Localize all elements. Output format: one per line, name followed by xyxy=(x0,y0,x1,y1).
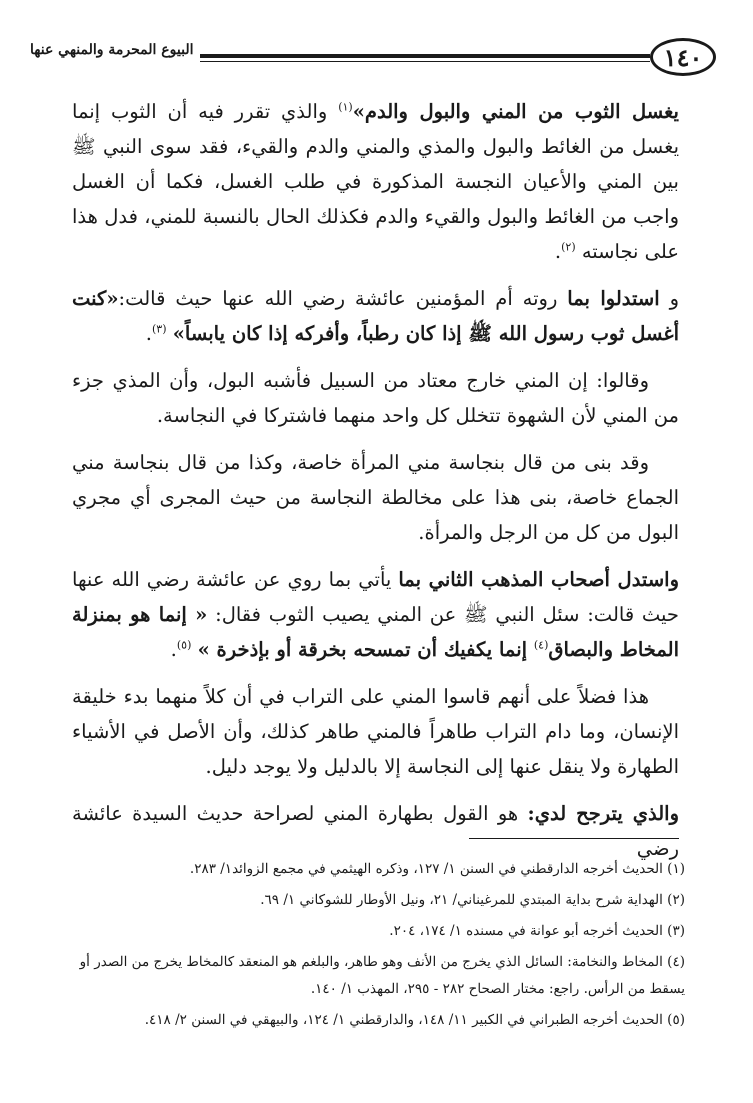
header-rule xyxy=(200,54,650,62)
footnotes xyxy=(60,856,685,1038)
text-run: هذا فضلاً على أنهم قاسوا المني على التراب في أن كلاً منهما بدء خليقة الإنسان، وما دام التراب طاهراً فالمني طاهر كذلك، وأن الأصل في الأشياء الطهارة ولا ينقل عنها إلى النجاسة إلا بالدليل ولا يوجد دليل. xyxy=(72,685,679,778)
text-run: هو القول بطهارة المني لصراحة حديث السيدة عائشة رضي xyxy=(72,802,679,860)
bold-text: واستدل أصحاب المذهب الثاني بما xyxy=(398,568,679,591)
text-run: يأتي بما روي عن عائشة رضي الله عنها حيث قالت: سئل النبي ﷺ عن المني يصيب الثوب فقال: xyxy=(72,568,679,626)
bold-text: « إنما هو بمنزلة المخاط والبصاق xyxy=(72,603,679,661)
page-number: ١٤٠ xyxy=(650,38,716,76)
paragraph xyxy=(72,445,679,550)
footnote: (٢) الهداية شرح بداية المبتدي للمرغيناني/ ٢١، ونيل الأوطار للشوكاني ١/ ٦٩. xyxy=(260,892,685,908)
paragraph xyxy=(72,363,679,433)
paragraph xyxy=(72,679,679,784)
text-run: . xyxy=(145,322,152,345)
text-run: والذي تقرر فيه أن الثوب إنما يغسل من الغائط والبول والمذي والمني والدم والقيء، فقد سوى النبي ﷺ بين المني والأعيان النجسة المذكورة في طلب الغسل، فكما أن الغسل واجب من الغائط والبول والقيء والدم فكذلك الحال بالنسبة للمني، فدل هذا على نجاسته xyxy=(72,100,679,263)
paragraph xyxy=(72,562,679,667)
running-title: البيوع المحرمة والمنهي عنها xyxy=(30,42,194,58)
bold-text: يغسل الثوب من المني والبول والدم» xyxy=(352,100,679,123)
footnote: (١) الحديث أخرجه الدارقطني في السنن ١/ ١٢٧، وذكره الهيثمي في مجمع الزوائد١/ ٢٨٣. xyxy=(189,861,685,877)
footnote: (٥) الحديث أخرجه الطبراني في الكبير ١١/ ١٤٨، والدارقطني ١/ ١٢٤، والبيهقي في السنن ٢/ ٤١٨. xyxy=(144,1012,685,1028)
text-run: و xyxy=(659,287,679,310)
text-run: وقالوا: إن المني خارج معتاد من السبيل فأشبه البول، وأن المذي جزء من المني لأن الشهوة تتخلل كل واحد منهما فاشتركا في النجاسة. xyxy=(72,369,679,427)
footnote-ref: (٤) xyxy=(533,638,549,652)
paragraph xyxy=(72,94,679,269)
text-run: . xyxy=(170,638,177,661)
footnote-ref: (٢) xyxy=(561,240,576,254)
footnote-separator xyxy=(469,838,679,839)
footnote: (٣) الحديث أخرجه أبو عوانة في مسنده ١/ ١٧٤، ٢٠٤. xyxy=(389,923,685,939)
footnote-ref: (١) xyxy=(338,100,353,114)
bold-text: «كنت أغسل ثوب رسول الله ﷺ إذا كان رطباً، وأفركه إذا كان يابساً» xyxy=(72,287,679,345)
page-header xyxy=(30,38,716,84)
bold-text: والذي يترجح لدي: xyxy=(527,802,680,825)
footnote-ref: (٥) xyxy=(176,638,192,652)
text-run: روته أم المؤمنين عائشة رضي الله عنها حيث قالت: xyxy=(118,287,568,310)
bold-text: إنما يكفيك أن تمسحه بخرقة أو بإذخرة » xyxy=(197,638,534,661)
footnote: (٤) المخاط والنخامة: السائل الذي يخرج من الأنف وهو طاهر، والبلغم هو المنعقد كالمخاط يخرج من الصدر أو يسقط من الرأس. راجع: مختار الصحاح ٢٨٢ - ٢٩٥، المهذب ١/ ١٤٠. xyxy=(79,954,685,997)
footnote-ref: (٣) xyxy=(151,322,167,336)
main-text xyxy=(72,94,679,878)
paragraph xyxy=(72,281,679,351)
text-run: وقد بنى من قال بنجاسة مني المرأة خاصة، وكذا من قال بنجاسة مني الجماع خاصة، بنى هذا على مخالطة النجاسة من حيث المجرى أي مجري البول من كل من الرجل والمرأة. xyxy=(72,451,679,544)
bold-text: استدلوا بما xyxy=(567,287,660,310)
text-run: . xyxy=(554,240,562,263)
